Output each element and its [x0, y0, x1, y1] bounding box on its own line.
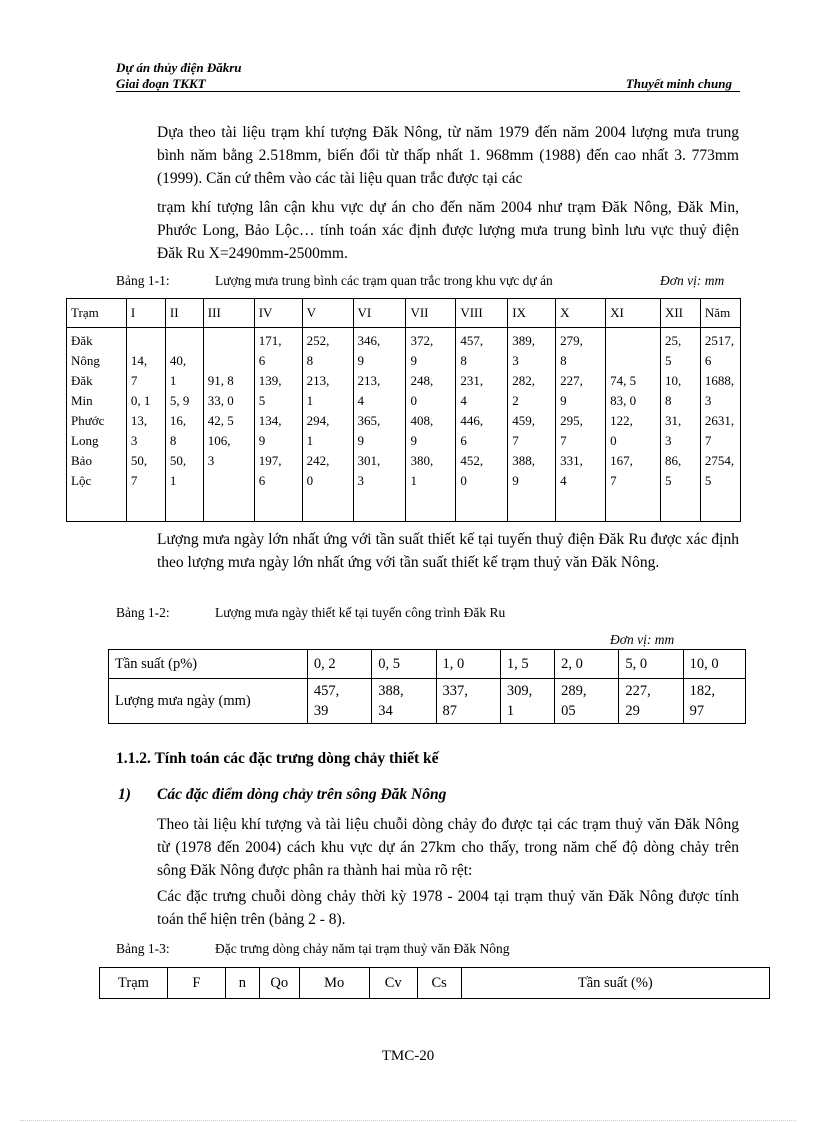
month-cell-xii: 25, 5 10, 8 31, 3 86, 5: [660, 328, 700, 522]
table-rainfall-stations: [66, 298, 741, 522]
table1-unit: Đơn vị: mm: [660, 273, 725, 288]
frequency-cell: 2, 0: [555, 650, 619, 679]
rainfall-row: [109, 679, 746, 724]
frequency-label: Tần suất (p%): [109, 650, 308, 679]
paragraph-5: Các đặc trưng chuỗi dòng chảy thời kỳ 1978 - 2004 tại trạm thuỷ văn Đăk Nông được tính toán thể hiện trên (bảng 2 - 8).: [157, 888, 739, 928]
frequency-row: [109, 650, 746, 679]
rainfall-cell: 182, 97: [683, 679, 745, 724]
month-cell-v: 252, 8 213, 1 294, 1 242, 0: [302, 328, 353, 522]
header-cell: Trạm: [100, 968, 168, 999]
month-cell-xi: 74, 5 83, 0 122, 0 167, 7: [606, 328, 661, 522]
table3-caption: Đặc trưng dòng chảy năm tại trạm thuỷ văn Đăk Nông: [215, 941, 510, 956]
frequency-cell: 1, 0: [436, 650, 500, 679]
section-heading-1-1-2: 1.1.2. Tính toán các đặc trưng dòng chảy thiết kế: [116, 750, 439, 767]
month-cell-ix: 389, 3 282, 2 459, 7 388, 9: [508, 328, 556, 522]
month-cell-x: 279, 8 227, 9 295, 7 331, 4: [556, 328, 606, 522]
table3-label: Bảng 1-3:: [116, 941, 170, 956]
stage-title: Giai đoạn TKKT: [116, 76, 206, 91]
rainfall-cell: 337, 87: [436, 679, 500, 724]
rainfall-cell: 309, 1: [500, 679, 554, 724]
header-cell: IV: [254, 299, 302, 328]
header-cell: F: [167, 968, 225, 999]
header-cell: IX: [508, 299, 556, 328]
header-cell: VIII: [456, 299, 508, 328]
table-header-row: [100, 968, 770, 999]
page-bottom-rule: [20, 1120, 796, 1121]
doc-title: Thuyết minh chung: [625, 76, 732, 91]
frequency-cell: 0, 5: [372, 650, 436, 679]
frequency-cell: 1, 5: [500, 650, 554, 679]
header-cell: n: [225, 968, 259, 999]
header-cell: III: [203, 299, 254, 328]
header-rule: [116, 91, 740, 92]
page-number: TMC-20: [381, 1048, 435, 1064]
paragraph-3: Lượng mưa ngày lớn nhất ứng với tần suất thiết kế tại tuyến thuỷ điện Đăk Ru được xác định theo lượng mưa ngày lớn nhất ứng với tần suất thiết kế trạm thuỷ văn Đăk Nông.: [157, 531, 739, 571]
month-cell-i: 14, 7 0, 1 13, 3 50, 7: [126, 328, 165, 522]
month-cell-iii: 91, 8 33, 0 42, 5 106, 3: [203, 328, 254, 522]
frequency-cell: 10, 0: [683, 650, 745, 679]
header-cell: XII: [660, 299, 700, 328]
table1-label: Bảng 1-1:: [116, 273, 170, 288]
table1-caption: Lượng mưa trung bình các trạm quan trắc trong khu vực dự án: [215, 273, 553, 288]
month-cell-iv: 171, 6 139, 5 134, 9 197, 6: [254, 328, 302, 522]
header-cell: X: [556, 299, 606, 328]
rainfall-cell: 457, 39: [307, 679, 371, 724]
table-annual-flow: [99, 967, 770, 999]
header-cell: XI: [606, 299, 661, 328]
header-cell: Mo: [299, 968, 369, 999]
rainfall-label: Lượng mưa ngày (mm): [109, 679, 308, 724]
month-cell-vii: 372, 9 248, 0 408, 9 380, 1: [406, 328, 456, 522]
station-names-cell: Đăk Nông Đăk Min Phước Long Bảo Lộc: [67, 328, 127, 522]
annual-cell: 2517, 6 1688, 3 2631, 7 2754, 5: [700, 328, 740, 522]
subsection-title: Các đặc điểm dòng chảy trên sông Đăk Nông: [157, 786, 447, 803]
month-cell-viii: 457, 8 231, 4 446, 6 452, 0: [456, 328, 508, 522]
table-header-row: [67, 299, 741, 328]
table2-label: Bảng 1-2:: [116, 605, 170, 620]
rainfall-cell: 227, 29: [619, 679, 683, 724]
header-cell: Năm: [700, 299, 740, 328]
paragraph-4: Theo tài liệu khí tượng và tài liệu chuỗi dòng chảy đo được tại các trạm thuỷ văn Đăk Nông từ (1978 đến 2004) cách khu vực dự án 27km cho thấy, trong năm chế độ dòng chảy trên sông Đăk Nông được phân ra thành hai mùa rõ rệt:: [157, 816, 739, 879]
header-cell: VII: [406, 299, 456, 328]
table-data-row: [67, 328, 741, 522]
paragraph-2: trạm khí tượng lân cận khu vực dự án cho đến năm 2004 như trạm Đăk Nông, Đăk Min, Phước Long, Bảo Lộc… tính toán xác định được lượng mưa trung bình lưu vực thuỷ điện Đăk Ru X=2490mm-2500mm.: [157, 199, 739, 262]
header-cell: II: [165, 299, 203, 328]
header-cell: Cs: [417, 968, 461, 999]
month-cell-vi: 346, 9 213, 4 365, 9 301, 3: [353, 328, 406, 522]
header-cell: I: [126, 299, 165, 328]
header-cell: Tần suất (%): [461, 968, 769, 999]
table-design-rainfall: [108, 649, 746, 724]
paragraph-1: Dựa theo tài liệu trạm khí tượng Đăk Nông, từ năm 1979 đến năm 2004 lượng mưa trung bình năm bằng 2.518mm, biến đổi từ thấp nhất 1. 968mm (1988) đến cao nhất 3. 773mm (1999). Căn cứ thêm vào các tài liệu quan trắc được tại các: [157, 124, 739, 187]
month-cell-ii: 40, 1 5, 9 16, 8 50, 1: [165, 328, 203, 522]
project-title: Dự án thủy điện Đăkru: [116, 60, 242, 75]
subsection-number: 1): [118, 786, 131, 803]
rainfall-cell: 388, 34: [372, 679, 436, 724]
header-cell: Trạm: [67, 299, 127, 328]
header-cell: Cv: [369, 968, 417, 999]
header-cell: Qo: [259, 968, 299, 999]
frequency-cell: 5, 0: [619, 650, 683, 679]
rainfall-cell: 289, 05: [555, 679, 619, 724]
frequency-cell: 0, 2: [307, 650, 371, 679]
header-cell: VI: [353, 299, 406, 328]
table2-caption: Lượng mưa ngày thiết kế tại tuyến công trình Đăk Ru: [215, 605, 506, 620]
header-cell: V: [302, 299, 353, 328]
table2-unit: Đơn vị: mm: [610, 632, 675, 647]
